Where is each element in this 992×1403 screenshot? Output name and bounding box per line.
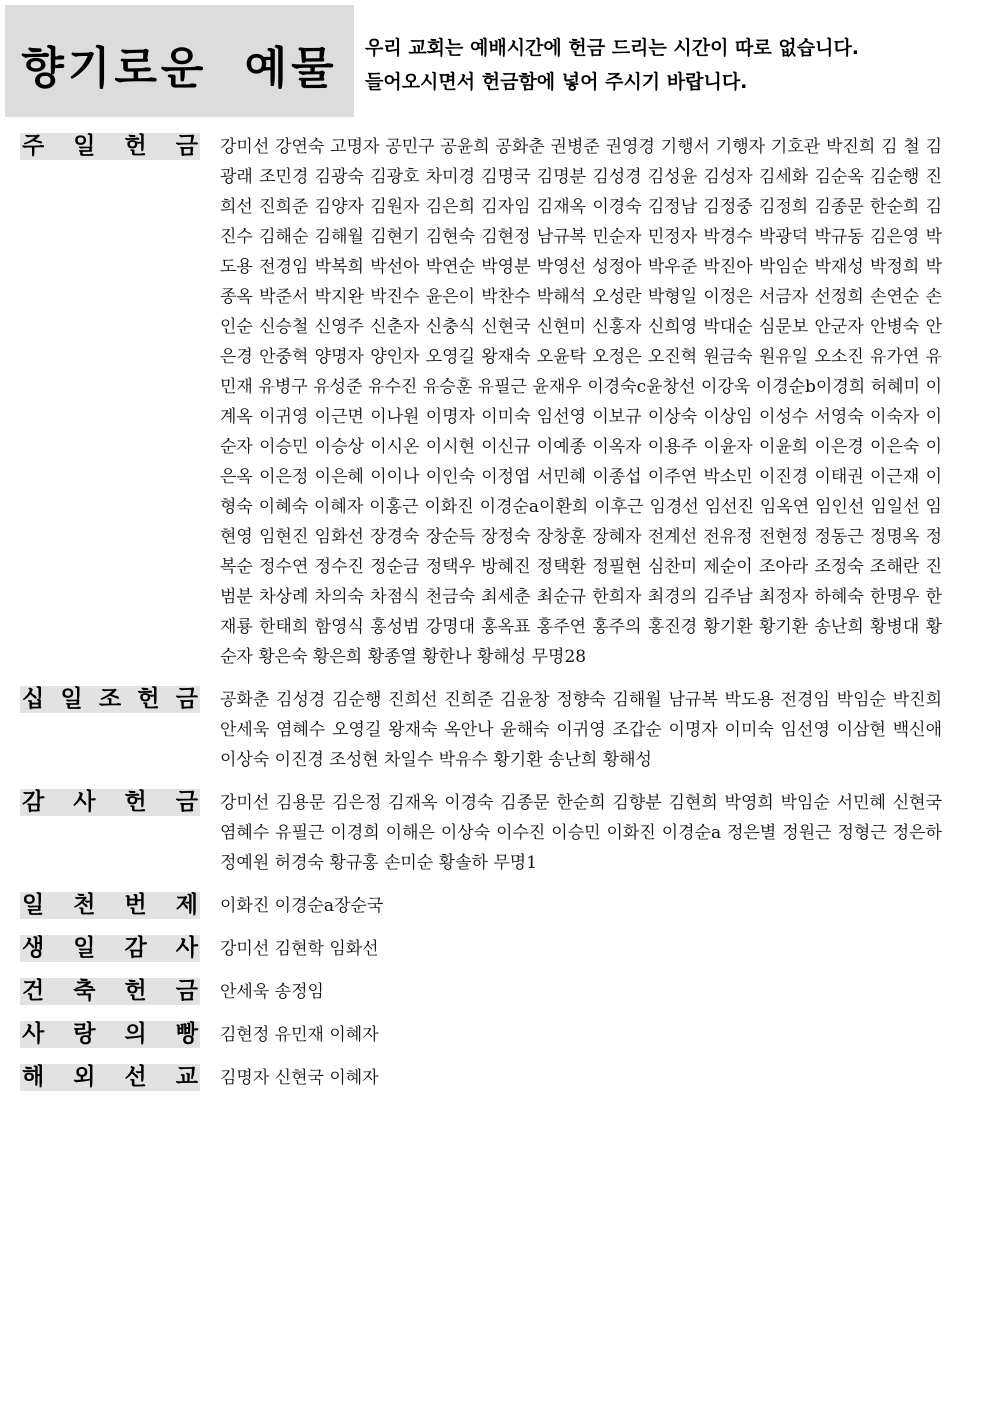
- label-char: 빵: [175, 1021, 198, 1047]
- label-char: 일: [22, 892, 45, 918]
- section-label: [20, 133, 200, 160]
- section-bread-of-love: [20, 1020, 980, 1050]
- label-char: 번: [124, 892, 147, 918]
- donor-names: 강미선 김용문 김은정 김재옥 이경숙 김종문 한순희 김향분 김현희 박영희 박임순 서민혜 신현국 염혜수 유필근 이경희 이해은 이상숙 이수진 이승민 이화진 이경순a 정은별 정원근 정형근 정은하 정예원 허경숙 황규홍 손미순 황솔하 무명1: [220, 793, 942, 873]
- label-char: 일: [73, 133, 96, 159]
- section-label: [20, 978, 200, 1005]
- label-char: 일: [60, 686, 83, 712]
- notice-line-1: 우리 교회는 예배시간에 헌금 드리는 시간이 따로 없습니다.: [365, 37, 860, 59]
- label-char: 헌: [124, 789, 147, 815]
- label-char: 헌: [124, 978, 147, 1004]
- label-char: 주: [22, 133, 45, 159]
- label-char: 해: [22, 1064, 45, 1090]
- donor-names: 강미선 강연숙 고명자 공민구 공윤희 공화춘 권병준 권영경 기행서 기행자 기호관 박진희 김 철 김광래 조민경 김광숙 김광호 차미경 김명국 김명분 김성경 김성윤 김성자 김세화 김순옥 김순행 진희선 진희준 김양자 김원자 김은희 김자임 김재옥 이경숙 김정남 김정중 김정희 김종문 한순희 김진수 김해순 김해월 김현기 김현숙 김현정 남규복 민순자 민정자 박경수 박광덕 박규동 김은영 박도용 전경임 박복희 박선아 박연순 박영분 박영선 성정아 박우준 박진아 박임순 박재성 박정희 박종옥 박준서 박지완 박진수 윤은이 박찬수 박해석 오성란 박형일 이정은 서금자 선정희 손연순 손인순 신승철 신영주 신춘자 신충식 신현국 신현미 신홍자 신희영 박대순 심문보 안군자 안병숙 안은경 안중혁 양명자 양인자 오영길 왕재숙 오윤탁 오정은 오진혁 원금숙 원유일 오소진 유가연 유민재 유병구 유성준 유수진 유승훈 유필근 윤재우 이경숙c윤창선 이강욱 이경순b이경희 허혜미 이계옥 이귀영 이근면 이나원 이명자 이미숙 임선영 이보규 이상숙 이상임 이성수 서영숙 이숙자 이순자 이승민 이승상 이시온 이시현 이신규 이예종 이옥자 이용주 이윤자 이윤희 이은경 이은숙 이은옥 이은정 이은혜 이이나 이인숙 이정엽 서민혜 이종섭 이주연 박소민 이진경 이태권 이근재 이형숙 이혜숙 이혜자 이홍근 이화진 이경순a이환희 이후근 임경선 임선진 임옥연 임인선 임일선 임현영 임현진 임화선 장경숙 장순득 장정숙 장창훈 장혜자 전계선 전유정 전현정 정동근 정명옥 정복순 정수연 정수진 정순금 정택우 방혜진 정택환 정필현 심찬미 제순이 조아라 조정숙 조해란 진범분 차상례 차의숙 차점식 천금숙 최세춘 최순규 한희자 최경의 김주남 최정자 하혜숙 한명우 한재룡 한태희 함영식 홍성범 강명대 홍옥표 홍주연 홍주의 홍진경 황기환 황기환 송난희 황병대 황순자 황은숙 황은희 황종열 황한나 황해성 무명28: [220, 137, 942, 667]
- section-label: [20, 1021, 200, 1048]
- label-char: 교: [175, 1064, 198, 1090]
- donor-names: 김현정 유민재 이혜자: [220, 1025, 379, 1045]
- label-char: 감: [22, 789, 45, 815]
- label-char: 랑: [73, 1021, 96, 1047]
- section-sunday-offering: [20, 132, 980, 672]
- section-label: [20, 1064, 200, 1091]
- donor-names: 안세욱 송정임: [220, 982, 324, 1002]
- label-char: 의: [124, 1021, 147, 1047]
- label-char: 조: [98, 686, 122, 712]
- label-char: 축: [73, 978, 96, 1004]
- label-char: 금: [175, 133, 198, 159]
- donor-names: 김명자 신현국 이혜자: [220, 1068, 379, 1088]
- section-label: [20, 892, 200, 919]
- label-char: 헌: [137, 686, 160, 712]
- section-birthday-thanks: [20, 934, 980, 964]
- label-char: 감: [124, 935, 147, 961]
- label-char: 외: [73, 1064, 96, 1090]
- label-char: 사: [175, 935, 198, 961]
- section-thousand-offering: [20, 891, 980, 921]
- notice-line-2: 들어오시면서 헌금함에 넣어 주시기 바랍니다.: [365, 71, 748, 93]
- section-thanksgiving: [20, 788, 980, 878]
- label-char: 일: [73, 935, 96, 961]
- label-char: 선: [124, 1064, 147, 1090]
- label-char: 건: [22, 978, 45, 1004]
- section-label: [20, 789, 200, 816]
- title-box: [5, 5, 354, 117]
- label-char: 생: [22, 935, 45, 961]
- offering-sections: [20, 132, 980, 1106]
- section-label: [20, 935, 200, 962]
- section-building-fund: [20, 977, 980, 1007]
- label-char: 금: [175, 789, 198, 815]
- label-char: 제: [175, 892, 198, 918]
- label-char: 금: [175, 686, 198, 712]
- donor-names: 공화춘 김성경 김순행 진희선 진희준 김윤창 정향숙 김해월 남규복 박도용 전경임 박임순 박진희 안세욱 염혜수 오영길 왕재숙 옥안나 윤해숙 이귀영 조갑순 이명자 이미숙 임선영 이삼현 백신애 이상숙 이진경 조성현 차일수 박유수 황기환 송난희 황해성: [220, 690, 942, 770]
- donor-names: 강미선 김현학 임화선: [220, 939, 379, 959]
- section-label: [20, 686, 200, 713]
- label-char: 사: [73, 789, 96, 815]
- section-overseas-mission: [20, 1063, 980, 1093]
- page-title: 향기로운 예물: [21, 43, 338, 94]
- header: [5, 5, 992, 117]
- label-char: 천: [73, 892, 96, 918]
- offering-notice: [365, 31, 985, 99]
- label-char: 헌: [124, 133, 147, 159]
- section-tithe: [20, 685, 980, 775]
- label-char: 십: [22, 686, 45, 712]
- label-char: 사: [22, 1021, 45, 1047]
- label-char: 금: [175, 978, 198, 1004]
- donor-names: 이화진 이경순a장순국: [220, 896, 384, 916]
